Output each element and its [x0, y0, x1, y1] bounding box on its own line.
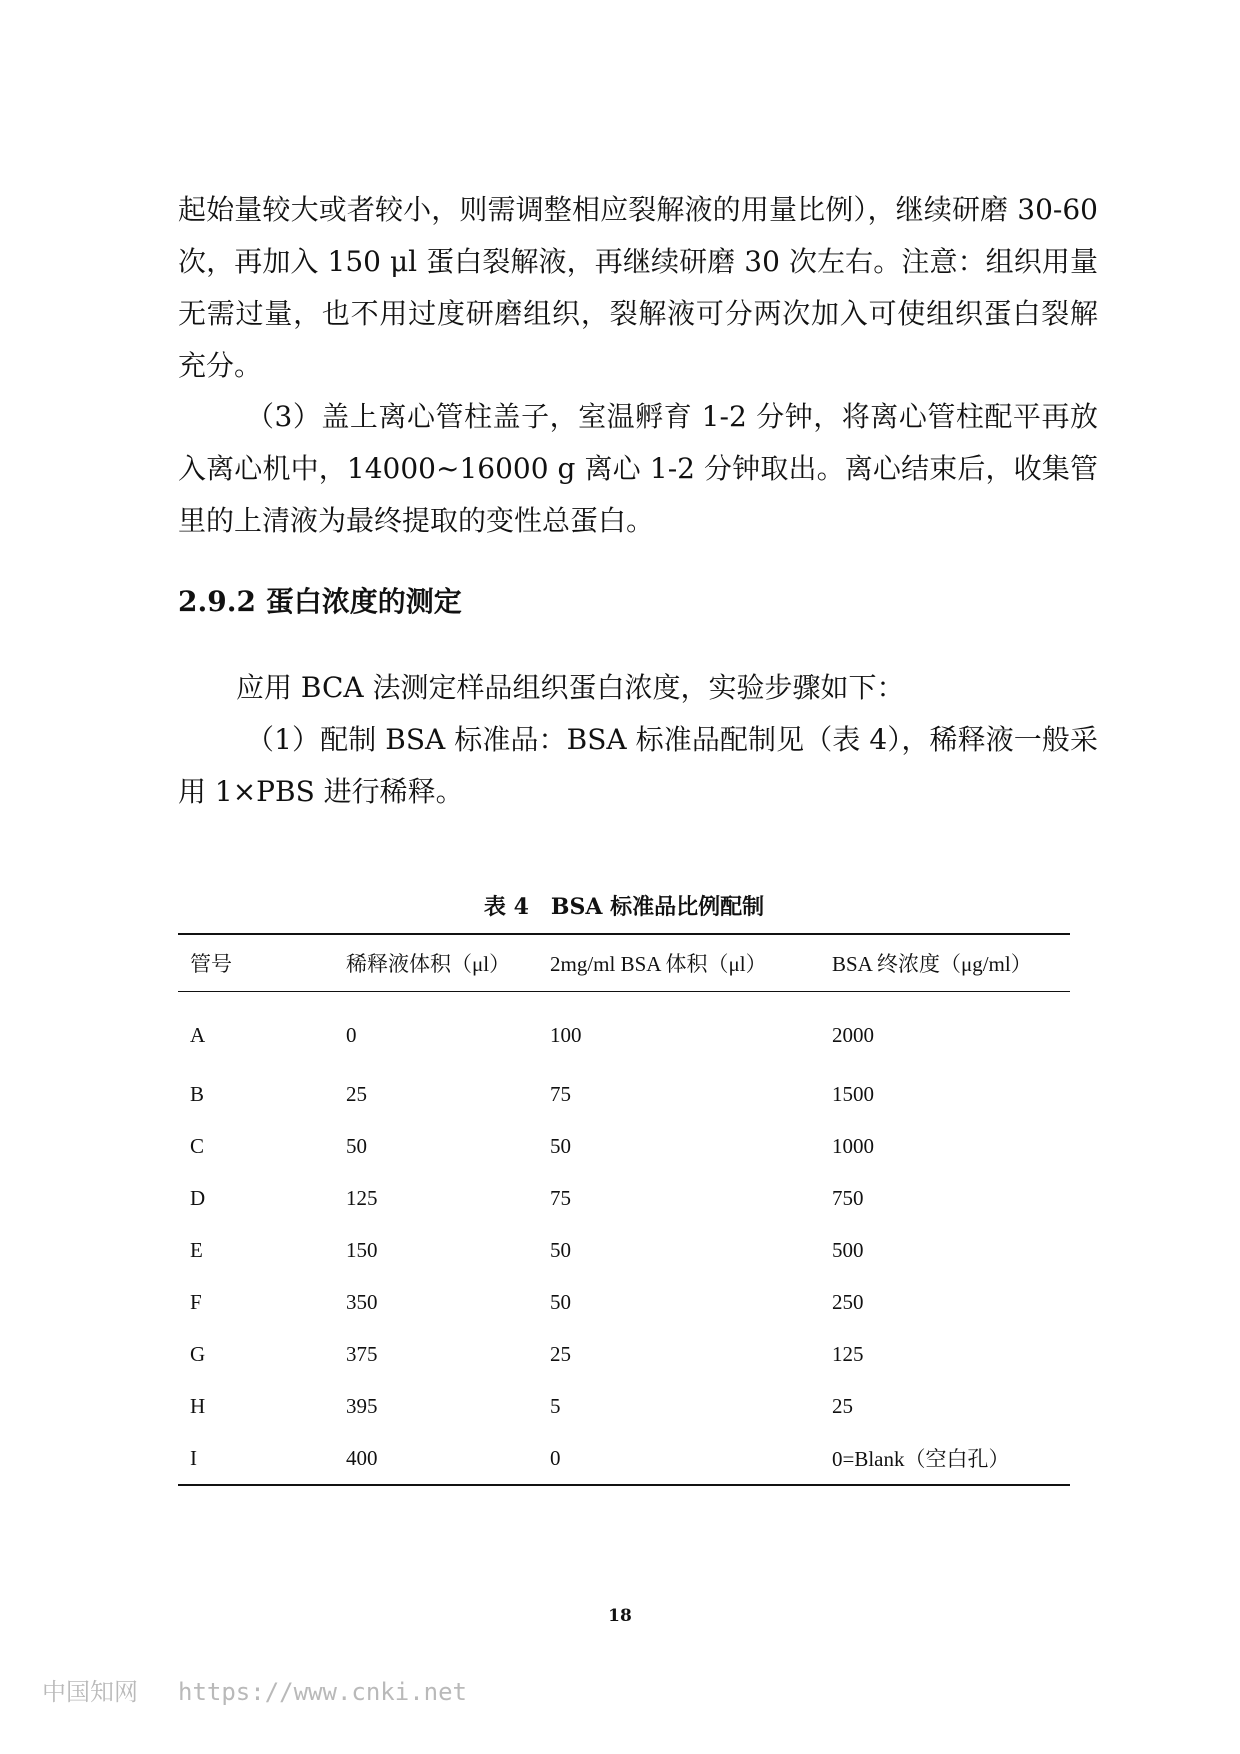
- cell-bsa-volume: 5: [550, 1393, 561, 1418]
- header-bsa-volume: 2mg/ml BSA 体积（μl）: [550, 952, 767, 976]
- table-row: [178, 1276, 1070, 1328]
- cell-bsa-volume: 75: [550, 1185, 571, 1210]
- header-diluent-volume: 稀释液体积（μl）: [346, 952, 511, 976]
- cell-bsa-volume: 50: [550, 1133, 571, 1158]
- cell-concentration: 750: [832, 1185, 864, 1210]
- cnki-watermark: [42, 1672, 467, 1707]
- cell-diluent: 125: [346, 1185, 378, 1210]
- cell-diluent: 50: [346, 1133, 367, 1158]
- cell-diluent: 350: [346, 1289, 378, 1314]
- table-row: [178, 1120, 1070, 1172]
- cell-diluent: 395: [346, 1393, 378, 1418]
- table-row: [178, 1172, 1070, 1224]
- paragraph-bsa-standard: （1）配制 BSA 标准品：BSA 标准品配制见（表 4），稀释液一般采用 1×PBS 进行稀释。: [178, 723, 1098, 808]
- cell-tube: H: [190, 1393, 206, 1418]
- section-heading-protein-concentration: 2.9.2 蛋白浓度的测定: [178, 585, 462, 618]
- cell-tube: I: [190, 1445, 197, 1470]
- header-tube-number: 管号: [190, 952, 232, 976]
- cell-concentration: 2000: [832, 1022, 874, 1047]
- header-final-concentration: BSA 终浓度（μg/ml）: [832, 952, 1032, 976]
- table-row: [178, 1432, 1070, 1485]
- bsa-standard-table: [178, 933, 1070, 1486]
- cell-bsa-volume: 50: [550, 1289, 571, 1314]
- cell-concentration: 25: [832, 1393, 853, 1418]
- table-row: [178, 1068, 1070, 1120]
- cell-diluent: 150: [346, 1237, 378, 1262]
- cell-tube: C: [190, 1133, 205, 1158]
- cell-concentration: 1500: [832, 1081, 874, 1106]
- table-row: [178, 992, 1070, 1069]
- table-row: [178, 1328, 1070, 1380]
- cell-tube: D: [190, 1185, 206, 1210]
- cell-bsa-volume: 100: [550, 1022, 582, 1047]
- cell-tube: E: [190, 1237, 203, 1262]
- cell-concentration: 500: [832, 1237, 864, 1262]
- cell-tube: B: [190, 1081, 205, 1106]
- cell-diluent: 25: [346, 1081, 367, 1106]
- cell-bsa-volume: 75: [550, 1081, 571, 1106]
- cell-tube: A: [190, 1022, 206, 1047]
- paragraph-bca-intro: 应用 BCA 法测定样品组织蛋白浓度，实验步骤如下：: [236, 671, 905, 704]
- cell-tube: G: [190, 1341, 206, 1366]
- cell-diluent: 400: [346, 1445, 378, 1470]
- table-caption: 表 4 BSA 标准品比例配制: [483, 894, 765, 920]
- paragraph-centrifuge-step: （3）盖上离心管柱盖子，室温孵育 1-2 分钟，将离心管柱配平再放入离心机中，14000~16000 g 离心 1-2 分钟取出。离心结束后，收集管里的上清液为最终提取的变性总蛋白。: [178, 400, 1098, 537]
- cell-concentration: 250: [832, 1289, 864, 1314]
- cell-diluent: 375: [346, 1341, 378, 1366]
- table-header-row: [178, 934, 1070, 992]
- cell-bsa-volume: 0: [550, 1445, 561, 1470]
- paragraph-lysis-grinding: 起始量较大或者较小，则需调整相应裂解液的用量比例），继续研磨 30-60 次，再加入 150 μl 蛋白裂解液，再继续研磨 30 次左右。注意：组织用量无需过量，也不用过度研磨组织，裂解液可分两次加入可使组织蛋白裂解充分。: [178, 193, 1098, 382]
- cell-concentration: 0=Blank（空白孔）: [832, 1447, 1010, 1471]
- cell-bsa-volume: 25: [550, 1341, 571, 1366]
- cell-concentration: 1000: [832, 1133, 874, 1158]
- cell-concentration: 125: [832, 1341, 864, 1366]
- table-row: [178, 1380, 1070, 1432]
- watermark-url: https://www.cnki.net: [178, 1678, 467, 1706]
- table-row: [178, 1224, 1070, 1276]
- page-number: 18: [608, 1606, 632, 1626]
- cell-bsa-volume: 50: [550, 1237, 571, 1262]
- watermark-site-name: 中国知网: [42, 1678, 138, 1706]
- cell-diluent: 0: [346, 1022, 357, 1047]
- cell-tube: F: [190, 1289, 202, 1314]
